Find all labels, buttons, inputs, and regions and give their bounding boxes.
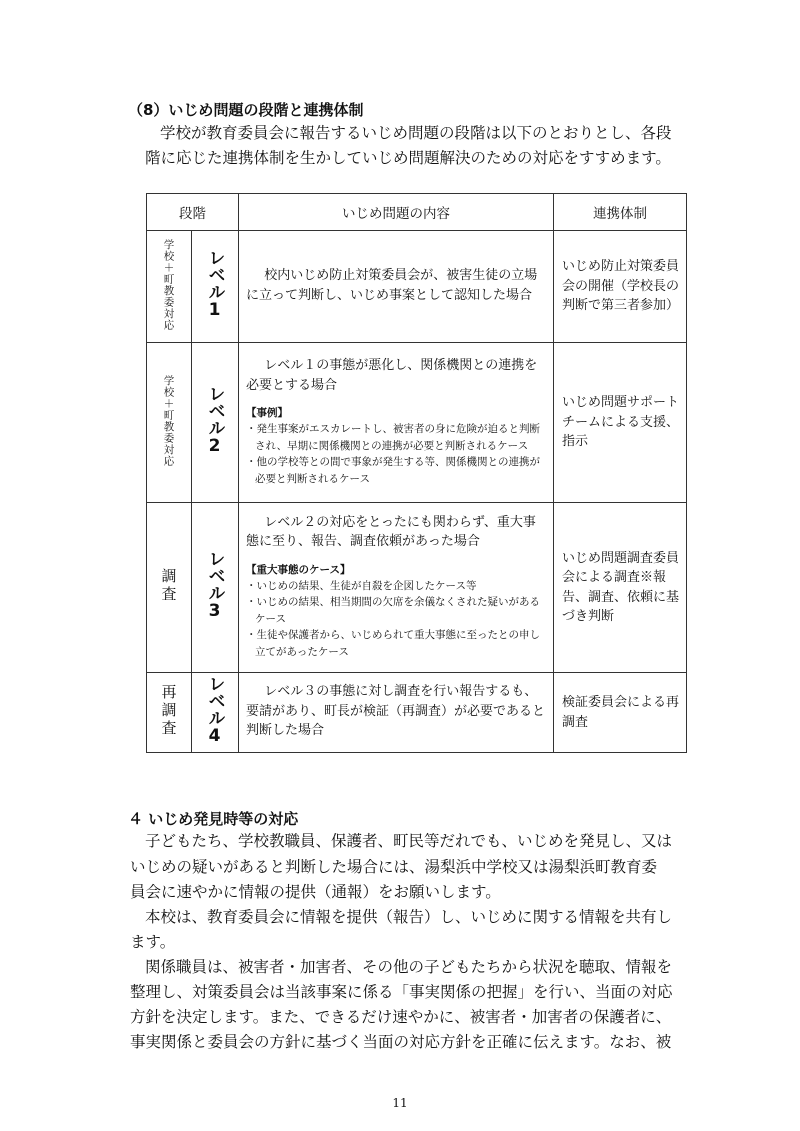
row-level: レベル1 (192, 231, 239, 343)
row-side-label: 再調査 (147, 673, 192, 753)
row-level: レベル3 (192, 503, 239, 673)
table-row (147, 673, 687, 753)
section-8-intro-line-2: 階に応じた連携体制を生かしていじめ問題解決のための対応をすすめます。 (145, 149, 671, 167)
row-example-list (246, 578, 547, 661)
list-item: ・発生事案がエスカレートし、被害者の身に危険が迫ると判断され、早期に関係機関との連携が必要と判断されるケース (246, 423, 540, 452)
section-4-paragraph-line: 員会に速やかに情報の提供（通報）をお願いします。 (130, 883, 501, 901)
section-8-heading: （8）いじめ問題の段階と連携体制 (128, 101, 364, 119)
table-row (147, 231, 687, 343)
row-collab: いじめ防止対策委員会の開催（学校長の判断で第三者参加） (554, 231, 687, 343)
row-collab: いじめ問題サポートチームによる支援、指示 (554, 343, 687, 503)
row-description: レベル１の事態が悪化し、関係機関との連携を必要とする場合 (246, 358, 538, 393)
section-4-paragraph-line: 子どもたち、学校教職員、保護者、町民等だれでも、いじめを発見し、又は (145, 832, 673, 850)
header-stage: 段階 (147, 194, 239, 231)
section-4-heading: ４ いじめ発見時等の対応 (128, 810, 299, 828)
table-header-row (147, 194, 687, 231)
page-number: 11 (392, 1096, 408, 1110)
section-4-paragraph-line: いじめの疑いがあると判断した場合には、湯梨浜中学校又は湯梨浜町教育委 (130, 858, 658, 876)
list-item: ・他の学校等との間で事象が発生する等、関係機関との連携が必要と判断されるケース (246, 456, 540, 485)
table-row (147, 343, 687, 503)
section-4-paragraph-line: 関係職員は、被害者・加害者、その他の子どもたちから状況を聴取、情報を (145, 958, 673, 976)
row-description: レベル２の対応をとったにも関わらず、重大事態に至り、報告、調査依頼があった場合 (246, 514, 536, 550)
section-4-paragraph-line: 方針を決定します。また、できるだけ速やかに、被害者・加害者の保護者に、 (130, 1008, 672, 1026)
list-item: ・いじめの結果、生徒が自殺を企図したケース等 (246, 579, 477, 592)
row-collab: いじめ問題調査委員会による調査※報告、調査、依頼に基づき判断 (554, 503, 687, 673)
row-level: レベル4 (192, 673, 239, 753)
section-4-paragraph-line: 本校は、教育委員会に情報を提供（報告）し、いじめに関する情報を共有し (145, 908, 673, 926)
row-level: レベル2 (192, 343, 239, 503)
row-content (239, 343, 554, 503)
section-4-paragraph-line: ます。 (130, 933, 176, 951)
row-description: レベル３の事態に対し調査を行い報告するも、要請があり、町長が検証（再調査）が必要であると判断した場合 (246, 684, 546, 739)
row-content (239, 231, 554, 343)
row-example-title: 【事例】 (246, 407, 288, 419)
row-example-list (246, 421, 547, 487)
list-item: ・いじめの結果、相当期間の欠席を余儀なくされた疑いがあるケース (246, 596, 540, 625)
list-item: ・生徒や保護者から、いじめられて重大事態に至ったとの申し立てがあったケース (246, 629, 540, 658)
row-side-label: 学校＋町教委対応 (147, 231, 192, 343)
header-content: いじめ問題の内容 (239, 194, 554, 231)
row-example-title: 【重大事態のケース】 (246, 563, 351, 576)
header-collab: 連携体制 (554, 194, 687, 231)
row-content (239, 673, 554, 753)
row-description: 校内いじめ防止対策委員会が、被害生徒の立場に立って判断し、いじめ事案として認知した場合 (246, 268, 538, 303)
row-content (239, 503, 554, 673)
bullying-levels-table (146, 193, 687, 753)
section-4-paragraph-line: 事実関係と委員会の方針に基づく当面の対応方針を正確に伝えます。なお、被 (130, 1033, 672, 1051)
row-collab: 検証委員会による再調査 (554, 673, 687, 753)
table-row (147, 503, 687, 673)
row-side-label: 学校＋町教委対応 (147, 343, 192, 503)
section-4-paragraph-line: 整理し、対策委員会は当該事案に係る「事実関係の把握」を行い、当面の対応 (130, 983, 673, 1001)
section-8-intro-line-1: 学校が教育委員会に報告するいじめ問題の段階は以下のとおりとし、各段 (160, 124, 672, 142)
row-side-label: 調査 (147, 503, 192, 673)
